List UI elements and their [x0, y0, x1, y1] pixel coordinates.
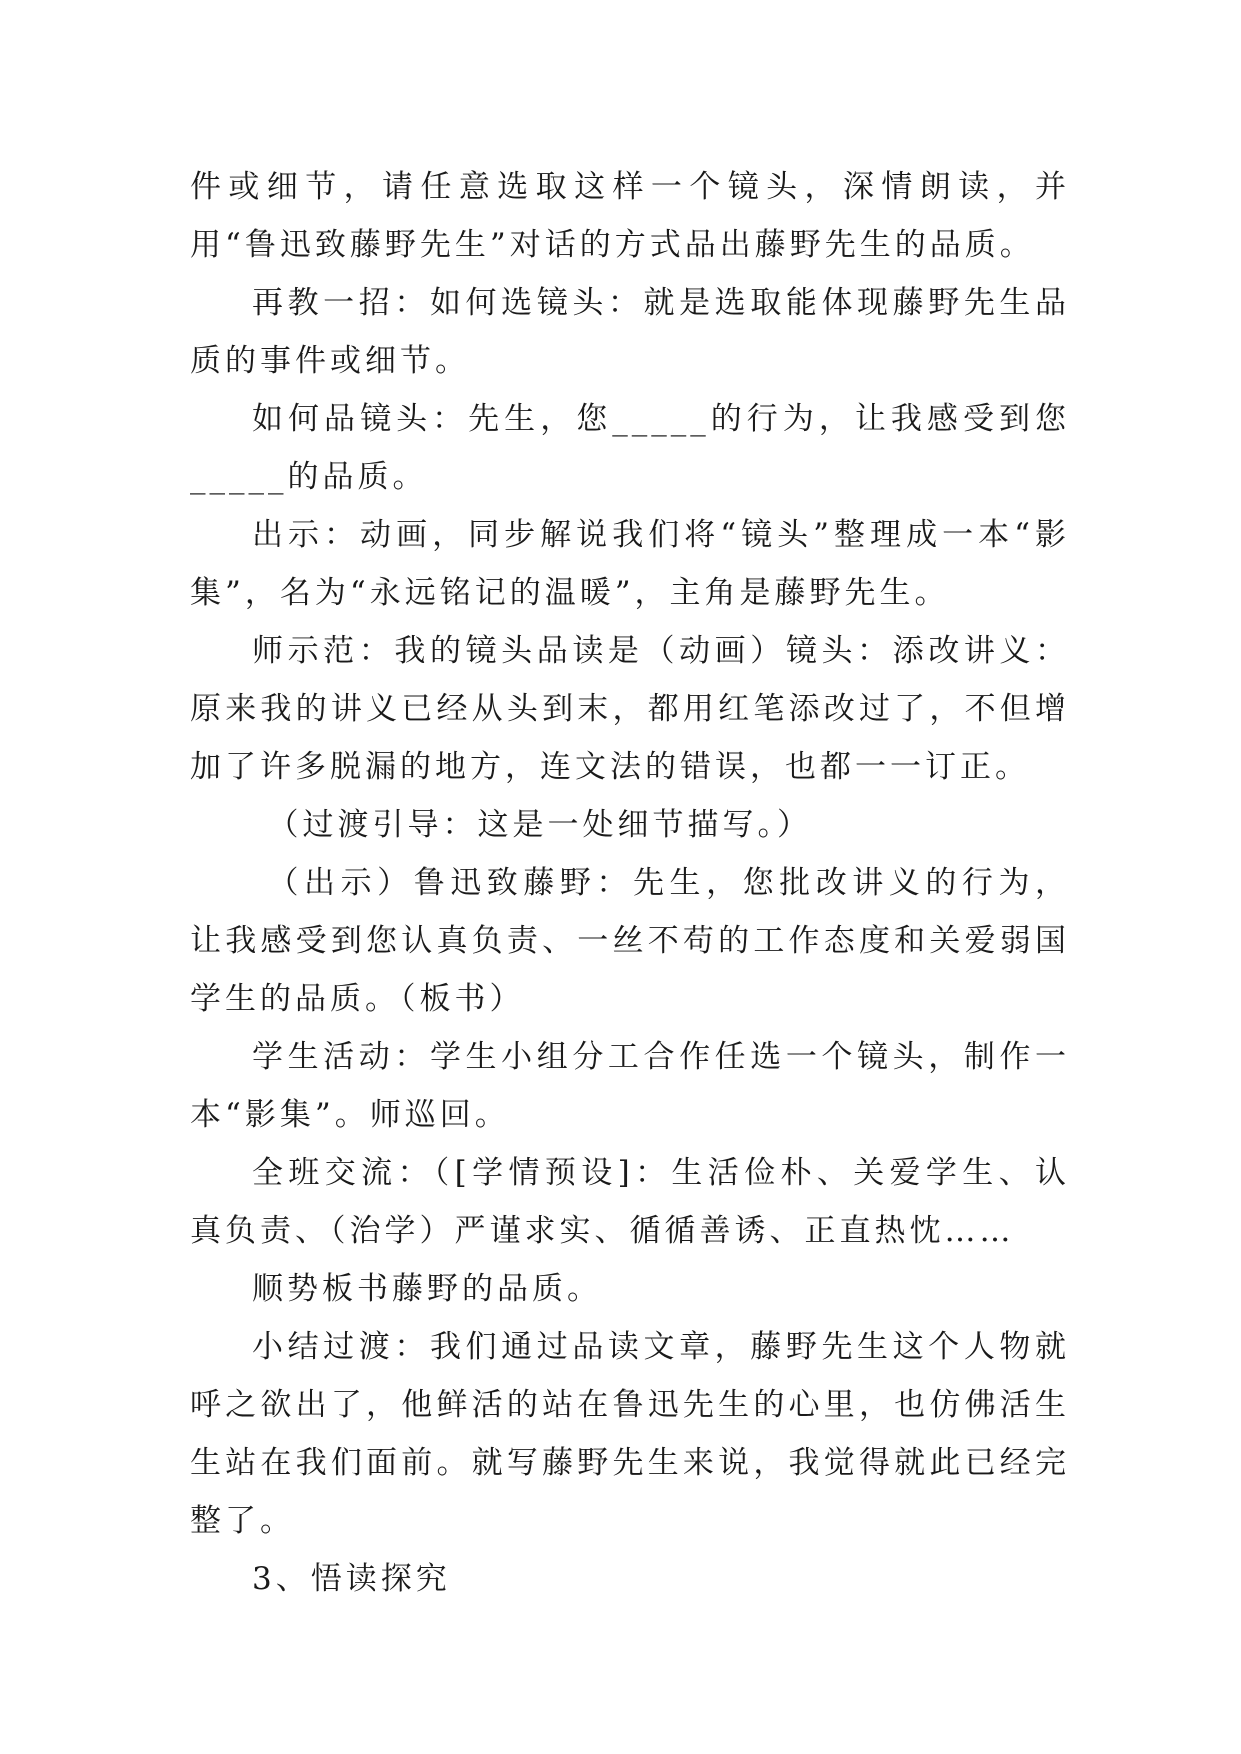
- document-page: [190, 158, 1070, 1608]
- section-heading: 3、悟读探究: [252, 1561, 451, 1597]
- paragraph-2: 再教一招：如何选镜头：就是选取能体现藤野先生品质的事件或细节。: [190, 285, 1070, 379]
- paragraph-8: 学生活动：学生小组分工合作任选一个镜头，制作一本“影集”。师巡回。: [190, 1039, 1070, 1133]
- paragraph-9: 全班交流：（[学情预设]：生活俭朴、关爱学生、认真负责、（治学）严谨求实、循循善诱、正直热忱……: [190, 1155, 1070, 1249]
- paragraph-1: 件或细节，请任意选取这样一个镜头，深情朗读，并用“鲁迅致藤野先生”对话的方式品出藤野先生的品质。: [190, 169, 1070, 263]
- paragraph-10: 顺势板书藤野的品质。: [252, 1271, 602, 1307]
- paragraph-4: 出示：动画，同步解说我们将“镜头”整理成一本“影集”，名为“永远铭记的温暖”，主角是藤野先生。: [190, 517, 1070, 611]
- paragraph-5: 师示范：我的镜头品读是（动画）镜头：添改讲义：原来我的讲义已经从头到末，都用红笔添改过了，不但增加了许多脱漏的地方，连文法的错误，也都一一订正。: [190, 633, 1070, 785]
- paragraph-3: 如何品镜头：先生，您_____的行为，让我感受到您_____的品质。: [190, 401, 1070, 495]
- paragraph-11: 小结过渡：我们通过品读文章，藤野先生这个人物就呼之欲出了，他鲜活的站在鲁迅先生的心里，也仿佛活生生站在我们面前。就写藤野先生来说，我觉得就此已经完整了。: [190, 1329, 1070, 1539]
- paragraph-7: （出示）鲁迅致藤野：先生，您批改讲义的行为，让我感受到您认真负责、一丝不苟的工作态度和关爱弱国学生的品质。（板书）: [190, 865, 1070, 1017]
- paragraph-6: （过渡引导：这是一处细节描写。）: [267, 807, 812, 843]
